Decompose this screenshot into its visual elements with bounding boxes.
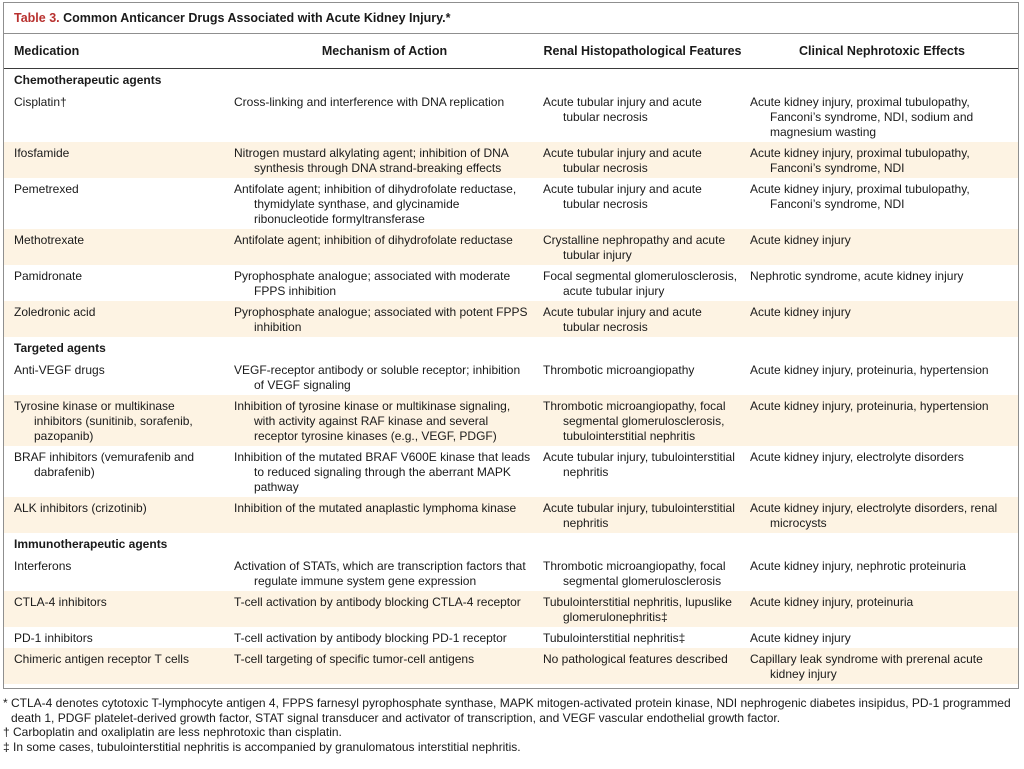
table-row: [4, 555, 1018, 591]
mechanism-cell-text: Inhibition of the mutated BRAF V600E kinase that leads to reduced signaling through the aberrant MAPK pathway: [234, 450, 531, 494]
histopathology-cell: [539, 301, 746, 337]
medication-cell: [4, 627, 230, 648]
table-row: [4, 178, 1018, 229]
mechanism-cell: [230, 591, 539, 627]
clinical-effects-cell-text: Acute kidney injury: [750, 631, 851, 645]
footnote: † Carboplatin and oxaliplatin are less nephrotoxic than cisplatin.: [3, 725, 342, 739]
medication-cell: [4, 359, 230, 395]
histopathology-cell: [539, 591, 746, 627]
medication-cell: [4, 648, 230, 684]
histopathology-cell-text: Acute tubular injury and acute tubular necrosis: [543, 146, 702, 175]
clinical-effects-cell: [746, 265, 1018, 301]
section-heading: Immunotherapeutic agents: [14, 537, 168, 551]
clinical-effects-cell: [746, 497, 1018, 533]
table-body: [4, 69, 1018, 685]
table-row: [4, 229, 1018, 265]
mechanism-cell-text: Nitrogen mustard alkylating agent; inhibition of DNA synthesis through DNA strand-breaking effects: [234, 146, 509, 175]
histopathology-cell-text: Thrombotic microangiopathy, focal segmental glomerulosclerosis: [543, 559, 726, 588]
table-row: [4, 91, 1018, 142]
table-row: [4, 265, 1018, 301]
mechanism-cell-text: VEGF-receptor antibody or soluble receptor; inhibition of VEGF signaling: [234, 363, 521, 392]
table-row: [4, 497, 1018, 533]
section-heading: Targeted agents: [14, 341, 106, 355]
column-header: Mechanism of Action: [230, 34, 539, 69]
clinical-effects-cell-text: Acute kidney injury, proximal tubulopathy, Fanconi’s syndrome, NDI: [750, 146, 970, 175]
mechanism-cell-text: T-cell activation by antibody blocking CTLA-4 receptor: [234, 595, 521, 609]
mechanism-cell: [230, 265, 539, 301]
histopathology-cell: [539, 178, 746, 229]
column-header: Clinical Nephrotoxic Effects: [746, 34, 1018, 69]
mechanism-cell: [230, 142, 539, 178]
medication-cell-text: BRAF inhibitors (vemurafenib and dabrafenib): [14, 450, 195, 479]
medication-cell: [4, 142, 230, 178]
table-row: [4, 648, 1018, 684]
clinical-effects-cell: [746, 395, 1018, 446]
histopathology-cell: [539, 359, 746, 395]
table-row: [4, 395, 1018, 446]
histopathology-cell-text: Acute tubular injury and acute tubular necrosis: [543, 95, 702, 124]
histopathology-cell-text: Focal segmental glomerulosclerosis, acute tubular injury: [543, 269, 738, 298]
section-heading-row: [4, 69, 1018, 92]
clinical-effects-cell: [746, 627, 1018, 648]
medication-cell: [4, 497, 230, 533]
medication-cell-text: Chimeric antigen receptor T cells: [14, 652, 189, 666]
medication-cell-text: Ifosfamide: [14, 146, 70, 160]
histopathology-cell-text: Crystalline nephropathy and acute tubular injury: [543, 233, 726, 262]
drug-table: [4, 34, 1018, 684]
histopathology-cell-text: Acute tubular injury and acute tubular necrosis: [543, 182, 702, 211]
histopathology-cell: [539, 627, 746, 648]
mechanism-cell-text: Antifolate agent; inhibition of dihydrofolate reductase: [234, 233, 513, 247]
mechanism-cell: [230, 229, 539, 265]
mechanism-cell: [230, 627, 539, 648]
clinical-effects-cell-text: Acute kidney injury: [750, 233, 851, 247]
table-row: [4, 446, 1018, 497]
clinical-effects-cell: [746, 142, 1018, 178]
medication-cell: [4, 265, 230, 301]
table-row: [4, 359, 1018, 395]
column-header: Medication: [4, 34, 230, 69]
medication-cell-text: CTLA-4 inhibitors: [14, 595, 107, 609]
clinical-effects-cell: [746, 91, 1018, 142]
clinical-effects-cell-text: Acute kidney injury, proteinuria, hypertension: [750, 363, 989, 377]
medication-cell-text: Methotrexate: [14, 233, 85, 247]
table-frame: [3, 2, 1019, 689]
mechanism-cell: [230, 91, 539, 142]
clinical-effects-cell: [746, 359, 1018, 395]
section-heading-row: [4, 337, 1018, 359]
medication-cell-text: Cisplatin†: [14, 95, 67, 109]
mechanism-cell-text: Antifolate agent; inhibition of dihydrofolate reductase, thymidylate synthase, and glycinamide ribonucleotide formyltransferase: [234, 182, 517, 226]
column-header: Renal Histopathological Features: [539, 34, 746, 69]
medication-cell-text: Zoledronic acid: [14, 305, 96, 319]
clinical-effects-cell: [746, 178, 1018, 229]
clinical-effects-cell: [746, 446, 1018, 497]
table-row: [4, 301, 1018, 337]
clinical-effects-cell-text: Nephrotic syndrome, acute kidney injury: [750, 269, 964, 283]
medication-cell: [4, 555, 230, 591]
table-title-text: Common Anticancer Drugs Associated with Acute Kidney Injury.*: [63, 11, 451, 25]
histopathology-cell: [539, 555, 746, 591]
table-number: Table 3.: [14, 11, 60, 25]
clinical-effects-cell-text: Acute kidney injury, proximal tubulopathy, Fanconi’s syndrome, NDI: [750, 182, 970, 211]
histopathology-cell-text: Tubulointerstitial nephritis, lupuslike glomerulonephritis‡: [543, 595, 732, 624]
mechanism-cell-text: Cross-linking and interference with DNA replication: [234, 95, 505, 109]
footnote: ‡ In some cases, tubulointerstitial nephritis is accompanied by granulomatous interstitial nephritis.: [3, 739, 521, 754]
mechanism-cell-text: Inhibition of tyrosine kinase or multikinase signaling, with activity against RAF kinase and several receptor tyrosine kinases (e.g., VEGF, PDGF): [234, 399, 511, 443]
mechanism-cell-text: Inhibition of the mutated anaplastic lymphoma kinase: [234, 501, 517, 515]
mechanism-cell: [230, 555, 539, 591]
histopathology-cell-text: Thrombotic microangiopathy: [543, 363, 695, 377]
histopathology-cell-text: Acute tubular injury, tubulointerstitial nephritis: [543, 501, 735, 530]
histopathology-cell: [539, 265, 746, 301]
medication-cell-text: Tyrosine kinase or multikinase inhibitors (sunitinib, sorafenib, pazopanib): [14, 399, 193, 443]
mechanism-cell: [230, 359, 539, 395]
footnotes: [3, 696, 1017, 754]
mechanism-cell-text: Activation of STATs, which are transcription factors that regulate immune system gene expression: [234, 559, 526, 588]
mechanism-cell-text: Pyrophosphate analogue; associated with moderate FPPS inhibition: [234, 269, 511, 298]
clinical-effects-cell-text: Acute kidney injury, proteinuria: [750, 595, 914, 609]
clinical-effects-cell-text: Acute kidney injury, proteinuria, hypertension: [750, 399, 989, 413]
histopathology-cell: [539, 446, 746, 497]
histopathology-cell-text: No pathological features described: [543, 652, 728, 666]
medication-cell: [4, 178, 230, 229]
histopathology-cell-text: Thrombotic microangiopathy, focal segmental glomerulosclerosis, tubulointerstitial nephritis: [543, 399, 726, 443]
clinical-effects-cell: [746, 591, 1018, 627]
clinical-effects-cell-text: Capillary leak syndrome with prerenal acute kidney injury: [750, 652, 983, 681]
table-row: [4, 627, 1018, 648]
section-heading-row: [4, 533, 1018, 555]
histopathology-cell: [539, 142, 746, 178]
mechanism-cell: [230, 178, 539, 229]
medication-cell-text: Anti-VEGF drugs: [14, 363, 105, 377]
header-row: [4, 34, 1018, 69]
clinical-effects-cell-text: Acute kidney injury, electrolyte disorders: [750, 450, 964, 464]
medication-cell: [4, 591, 230, 627]
clinical-effects-cell-text: Acute kidney injury, nephrotic proteinuria: [750, 559, 966, 573]
mechanism-cell: [230, 648, 539, 684]
mechanism-cell-text: T-cell targeting of specific tumor-cell antigens: [234, 652, 475, 666]
mechanism-cell: [230, 497, 539, 533]
mechanism-cell: [230, 301, 539, 337]
table-row: [4, 142, 1018, 178]
clinical-effects-cell: [746, 301, 1018, 337]
mechanism-cell: [230, 446, 539, 497]
histopathology-cell-text: Tubulointerstitial nephritis‡: [543, 631, 686, 645]
histopathology-cell: [539, 91, 746, 142]
medication-cell: [4, 395, 230, 446]
histopathology-cell-text: Acute tubular injury, tubulointerstitial nephritis: [543, 450, 735, 479]
table-title: [4, 3, 1018, 34]
medication-cell: [4, 446, 230, 497]
medication-cell: [4, 229, 230, 265]
section-heading: Chemotherapeutic agents: [14, 73, 162, 87]
clinical-effects-cell: [746, 229, 1018, 265]
histopathology-cell: [539, 497, 746, 533]
medication-cell: [4, 301, 230, 337]
histopathology-cell: [539, 648, 746, 684]
histopathology-cell: [539, 229, 746, 265]
clinical-effects-cell-text: Acute kidney injury: [750, 305, 851, 319]
mechanism-cell-text: Pyrophosphate analogue; associated with potent FPPS inhibition: [234, 305, 528, 334]
clinical-effects-cell-text: Acute kidney injury, electrolyte disorders, renal microcysts: [750, 501, 998, 530]
footnote: * CTLA-4 denotes cytotoxic T-lymphocyte antigen 4, FPPS farnesyl pyrophosphate synthase, MAPK mitogen-activated protein kinase, NDI nephrogenic diabetes insipidus, PD-1 programmed death 1, PDGF platelet-derived growth factor, STAT signal transducer and activator of transcription, and VEGF vascular endothelial growth factor.: [3, 696, 1011, 725]
medication-cell-text: PD-1 inhibitors: [14, 631, 93, 645]
table-row: [4, 591, 1018, 627]
clinical-effects-cell: [746, 555, 1018, 591]
histopathology-cell-text: Acute tubular injury and acute tubular necrosis: [543, 305, 702, 334]
mechanism-cell: [230, 395, 539, 446]
mechanism-cell-text: T-cell activation by antibody blocking PD-1 receptor: [234, 631, 507, 645]
histopathology-cell: [539, 395, 746, 446]
clinical-effects-cell: [746, 648, 1018, 684]
medication-cell-text: Pemetrexed: [14, 182, 79, 196]
medication-cell-text: ALK inhibitors (crizotinib): [14, 501, 147, 515]
medication-cell-text: Interferons: [14, 559, 72, 573]
medication-cell: [4, 91, 230, 142]
clinical-effects-cell-text: Acute kidney injury, proximal tubulopathy, Fanconi’s syndrome, NDI, sodium and magnesium wasting: [750, 95, 974, 139]
medication-cell-text: Pamidronate: [14, 269, 83, 283]
